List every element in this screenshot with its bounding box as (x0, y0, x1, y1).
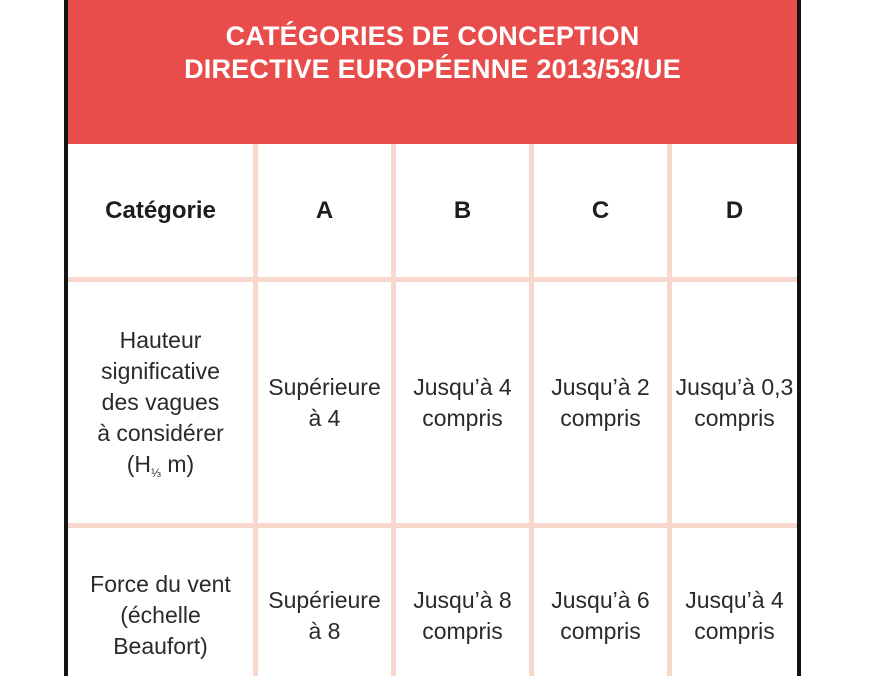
table-grid (68, 144, 797, 676)
row-label-line: des vagues (101, 389, 220, 415)
cell-line: compris (694, 404, 775, 431)
cell-line: Jusqu’à 4 (413, 373, 512, 400)
cell-line: à 4 (308, 404, 341, 431)
row-label-line: à considérer (97, 420, 224, 446)
table-title-banner (68, 0, 797, 144)
column-header-d: D (672, 144, 797, 277)
cell-wave-cat-a (258, 282, 391, 523)
cell-line: Jusqu’à 0,3 (675, 373, 794, 400)
cell-wind-cat-c (534, 528, 667, 676)
cell-wind-cat-b (396, 528, 529, 676)
formula-pre: (H (126, 451, 152, 477)
row-label-line: (échelle (120, 602, 201, 628)
cell-line: Supérieure (268, 586, 381, 613)
row-label-line: significative (101, 358, 220, 384)
cell-line: compris (694, 617, 775, 644)
row-label-line: Beaufort) (113, 633, 208, 659)
cell-wind-cat-d (672, 528, 797, 676)
wave-height-formula (97, 449, 224, 480)
cell-wave-cat-b (396, 282, 529, 523)
design-categories-table (64, 0, 801, 676)
row-label-wind-force (68, 528, 253, 676)
cell-line: compris (422, 404, 503, 431)
column-header-a: A (258, 144, 391, 277)
cell-line: compris (560, 404, 641, 431)
cell-line: à 8 (308, 617, 341, 644)
cell-wind-cat-a (258, 528, 391, 676)
cell-line: Jusqu’à 6 (551, 586, 650, 613)
cell-line: Jusqu’à 4 (685, 586, 784, 613)
cell-line: compris (422, 617, 503, 644)
cell-line: Jusqu’à 2 (551, 373, 650, 400)
table-title-line1: CATÉGORIES DE CONCEPTION (225, 21, 640, 51)
cell-line: Supérieure (268, 373, 381, 400)
cell-line: Jusqu’à 8 (413, 586, 512, 613)
cell-wave-cat-c (534, 282, 667, 523)
table-title-line2: DIRECTIVE EUROPÉENNE 2013/53/UE (184, 54, 681, 84)
formula-subscript: ⅓ (151, 465, 161, 480)
column-header-c: C (534, 144, 667, 277)
row-label-line: Hauteur (119, 327, 202, 353)
row-label-line: Force du vent (90, 571, 231, 597)
column-header-b: B (396, 144, 529, 277)
cell-wave-cat-d (672, 282, 797, 523)
cell-line: compris (560, 617, 641, 644)
row-label-wave-height (68, 282, 253, 523)
column-header-categorie: Catégorie (68, 144, 253, 277)
formula-post: m) (161, 451, 195, 477)
